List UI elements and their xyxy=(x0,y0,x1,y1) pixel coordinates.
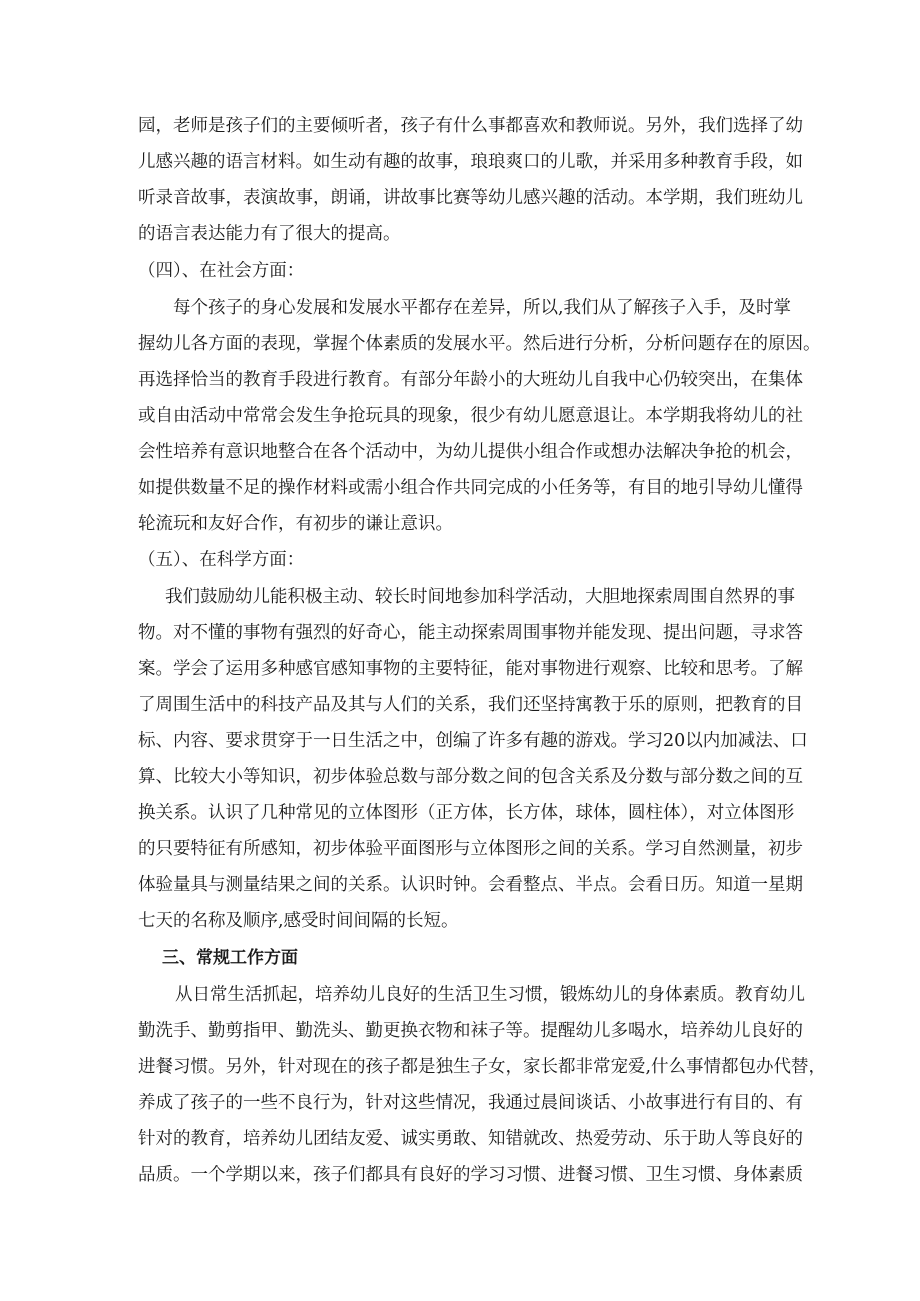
body-text-line: 如提供数量不足的操作材料或需小组合作共同完成的小任务等，有目的地引导幼儿懂得 xyxy=(138,478,803,498)
body-text-line: 案。学会了运用多种感官感知事物的主要特征，能对事物进行观察、比较和思考。了解 xyxy=(138,659,803,679)
body-text-line: 从日常生活抓起，培养幼儿良好的生活卫生习惯，锻炼幼儿的身体素质。教育幼儿 xyxy=(175,985,805,1005)
body-text-line: 我们鼓励幼儿能积极主动、较长时间地参加科学活动，大胆地探索周围自然界的事 xyxy=(165,587,795,607)
body-text-line: 轮流玩和友好合作，有初步的谦让意识。 xyxy=(138,514,453,534)
body-text-line: 体验量具与测量结果之间的关系。认识时钟。会看整点、半点。会看日历。知道一星期 xyxy=(138,875,803,895)
body-text-line: 针对的教育，培养幼儿团结友爱、诚实勇敢、知错就改、热爱劳动、乐于助人等良好的 xyxy=(138,1129,803,1149)
body-text-line: 听录音故事，表演故事，朗诵，讲故事比赛等幼儿感兴趣的活动。本学期，我们班幼儿 xyxy=(138,188,803,208)
body-text-line: 勤洗手、勤剪指甲、勤洗头、勤更换衣物和袜子等。提醒幼儿多喝水，培养幼儿良好的 xyxy=(138,1021,803,1041)
body-text-line: 品质。一个学期以来，孩子们都具有良好的学习习惯、进餐习惯、卫生习惯、身体素质 xyxy=(138,1165,803,1185)
body-text-line: 七天的名称及顺序,感受时间间隔的长短。 xyxy=(138,911,459,931)
body-text-line: 再选择恰当的教育手段进行教育。有部分年龄小的大班幼儿自我中心仍较突出，在集体 xyxy=(138,370,803,390)
section-heading-routine: 三、常规工作方面 xyxy=(162,948,298,968)
body-text-line: 的语言表达能力有了很大的提高。 xyxy=(138,224,401,244)
body-text-line: 每个孩子的身心发展和发展水平都存在差异，所以,我们从了解孩子入手，及时掌 xyxy=(173,298,792,318)
body-text-line: 或自由活动中常常会发生争抢玩具的现象，很少有幼儿愿意退让。本学期我将幼儿的社 xyxy=(138,406,803,426)
body-text-line: 了周围生活中的科技产品及其与人们的关系，我们还坚持寓教于乐的原则，把教育的目 xyxy=(138,695,803,715)
body-text-line: 养成了孩子的一些不良行为，针对这些情况，我通过晨间谈话、小故事进行有目的、有 xyxy=(138,1093,803,1113)
body-text-line: 物。对不懂的事物有强烈的好奇心，能主动探索周围事物并能发现、提出问题，寻求答 xyxy=(138,623,803,643)
body-text-line: 园，老师是孩子们的主要倾听者，孩子有什么事都喜欢和教师说。另外，我们选择了幼 xyxy=(138,116,803,136)
body-text-line: 握幼儿各方面的表现，掌握个体素质的发展水平。然后进行分析，分析问题存在的原因。 xyxy=(138,334,821,354)
section-heading-science: （五）、在科学方面： xyxy=(138,550,305,570)
body-text-line: 进餐习惯。另外，针对现在的孩子都是独生子女，家长都非常宠爱,什么事情都包办代替， xyxy=(138,1057,827,1077)
body-text-line: 会性培养有意识地整合在各个活动中，为幼儿提供小组合作或想办法解决争抢的机会， xyxy=(138,442,803,462)
body-text-line: 算、比较大小等知识，初步体验总数与部分数之间的包含关系及分数与部分数之间的互 xyxy=(138,767,803,787)
body-text-line: 儿感兴趣的语言材料。如生动有趣的故事，琅琅爽口的儿歌，并采用多种教育手段，如 xyxy=(138,152,803,172)
section-heading-social: （四）、在社会方面： xyxy=(138,261,305,281)
body-text-line: 换关系。认识了几种常见的立体图形（正方体，长方体，球体，圆柱体），对立体图形 xyxy=(138,803,795,823)
body-text-line: 标、内容、要求贯穿于一日生活之中，创编了许多有趣的游戏。学习20以内加减法、口 xyxy=(138,731,808,751)
body-text-line: 的只要特征有所感知，初步体验平面图形与立体图形之间的关系。学习自然测量，初步 xyxy=(138,839,803,859)
